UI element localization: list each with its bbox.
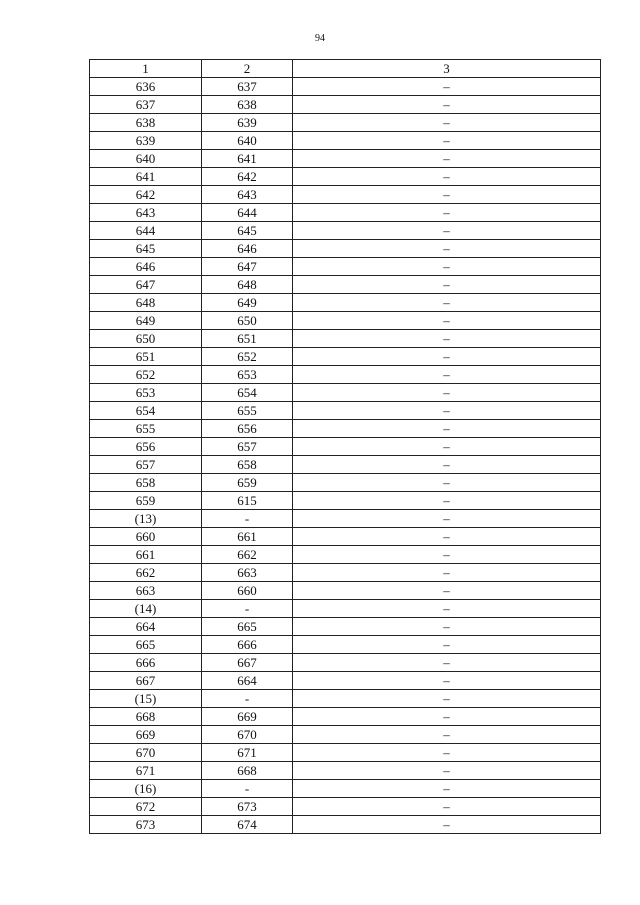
table-row — [90, 294, 601, 312]
table-row — [90, 186, 601, 204]
table-cell-col-3: – — [293, 150, 601, 168]
table-cell-col-3: – — [293, 780, 601, 798]
table-cell-col-2: 650 — [202, 312, 293, 330]
table-cell-col-1: 654 — [90, 402, 202, 420]
table-cell-col-1: 648 — [90, 294, 202, 312]
table-cell-col-1: 667 — [90, 672, 202, 690]
table-cell-col-3: – — [293, 402, 601, 420]
table-row — [90, 546, 601, 564]
table-cell-col-3: – — [293, 564, 601, 582]
table-row — [90, 276, 601, 294]
table-cell-col-3: – — [293, 276, 601, 294]
table-row — [90, 204, 601, 222]
table-row — [90, 672, 601, 690]
table-cell-col-3: – — [293, 312, 601, 330]
table-cell-col-2: 657 — [202, 438, 293, 456]
table-cell-col-3: – — [293, 816, 601, 834]
table-cell-col-1: 639 — [90, 132, 202, 150]
table-cell-col-3: – — [293, 348, 601, 366]
table-cell-col-3: – — [293, 672, 601, 690]
table-cell-col-2: - — [202, 510, 293, 528]
table-cell-col-1: 642 — [90, 186, 202, 204]
table-cell-col-3: – — [293, 618, 601, 636]
table-row — [90, 654, 601, 672]
table-cell-col-1: 650 — [90, 330, 202, 348]
table-row — [90, 330, 601, 348]
table-cell-col-3: – — [293, 168, 601, 186]
table-cell-col-2: 654 — [202, 384, 293, 402]
table-cell-col-3: – — [293, 420, 601, 438]
table-cell-col-1: (14) — [90, 600, 202, 618]
table-cell-col-2: 638 — [202, 96, 293, 114]
table-row — [90, 726, 601, 744]
table-cell-col-3: – — [293, 690, 601, 708]
table-cell-col-1: 669 — [90, 726, 202, 744]
table-cell-col-2: 637 — [202, 78, 293, 96]
table-cell-col-2: 642 — [202, 168, 293, 186]
data-table — [89, 59, 601, 834]
table-cell-col-3: – — [293, 726, 601, 744]
table-cell-col-2: 659 — [202, 474, 293, 492]
table-header-row — [90, 60, 601, 78]
table-row — [90, 420, 601, 438]
table-row — [90, 636, 601, 654]
table-cell-col-3: – — [293, 114, 601, 132]
table-cell-col-2: 668 — [202, 762, 293, 780]
table-cell-col-2: 644 — [202, 204, 293, 222]
table-cell-col-3: – — [293, 222, 601, 240]
table-cell-col-1: 670 — [90, 744, 202, 762]
table-row — [90, 798, 601, 816]
table-cell-col-1: 651 — [90, 348, 202, 366]
table-row — [90, 600, 601, 618]
table-cell-col-1: 640 — [90, 150, 202, 168]
table-cell-col-1: 660 — [90, 528, 202, 546]
table-cell-col-3: – — [293, 384, 601, 402]
table-row — [90, 312, 601, 330]
table-cell-col-2: 662 — [202, 546, 293, 564]
table-row — [90, 402, 601, 420]
table-cell-col-2: 674 — [202, 816, 293, 834]
table-cell-col-3: – — [293, 600, 601, 618]
table-cell-col-1: 636 — [90, 78, 202, 96]
table-cell-col-3: – — [293, 798, 601, 816]
table-row — [90, 690, 601, 708]
table-row — [90, 708, 601, 726]
table-row — [90, 384, 601, 402]
table-cell-col-2: 669 — [202, 708, 293, 726]
table-cell-col-1: 662 — [90, 564, 202, 582]
table-cell-col-1: 658 — [90, 474, 202, 492]
table-cell-col-3: – — [293, 582, 601, 600]
table-cell-col-2: 670 — [202, 726, 293, 744]
table-cell-col-2: 655 — [202, 402, 293, 420]
table-body — [90, 78, 601, 834]
table-cell-col-1: 641 — [90, 168, 202, 186]
table-cell-col-1: 644 — [90, 222, 202, 240]
table-cell-col-2: 666 — [202, 636, 293, 654]
table-cell-col-3: – — [293, 330, 601, 348]
table-row — [90, 168, 601, 186]
table-cell-col-2: 639 — [202, 114, 293, 132]
table-cell-col-2: 671 — [202, 744, 293, 762]
table-cell-col-1: (16) — [90, 780, 202, 798]
table-cell-col-2: 652 — [202, 348, 293, 366]
table-cell-col-3: – — [293, 546, 601, 564]
table-cell-col-3: – — [293, 744, 601, 762]
table-cell-col-3: – — [293, 510, 601, 528]
table-cell-col-3: – — [293, 708, 601, 726]
table-cell-col-3: – — [293, 294, 601, 312]
table-cell-col-2: 656 — [202, 420, 293, 438]
table-cell-col-2: 645 — [202, 222, 293, 240]
table-cell-col-1: 665 — [90, 636, 202, 654]
table-cell-col-1: (15) — [90, 690, 202, 708]
table-cell-col-3: – — [293, 654, 601, 672]
table-cell-col-2: 667 — [202, 654, 293, 672]
table-cell-col-2: 643 — [202, 186, 293, 204]
table-cell-col-1: 637 — [90, 96, 202, 114]
table-cell-col-3: – — [293, 456, 601, 474]
table-cell-col-1: (13) — [90, 510, 202, 528]
table-cell-col-1: 668 — [90, 708, 202, 726]
table-row — [90, 366, 601, 384]
table-cell-col-2: 665 — [202, 618, 293, 636]
table-cell-col-3: – — [293, 132, 601, 150]
table-cell-col-1: 657 — [90, 456, 202, 474]
table-cell-col-1: 655 — [90, 420, 202, 438]
table-row — [90, 114, 601, 132]
table-cell-col-3: – — [293, 96, 601, 114]
table-row — [90, 474, 601, 492]
table-cell-col-1: 666 — [90, 654, 202, 672]
table-row — [90, 150, 601, 168]
table-cell-col-1: 645 — [90, 240, 202, 258]
table-cell-col-2: 673 — [202, 798, 293, 816]
table-cell-col-1: 643 — [90, 204, 202, 222]
table-cell-col-3: – — [293, 204, 601, 222]
table-cell-col-2: 664 — [202, 672, 293, 690]
table-row — [90, 348, 601, 366]
table-row — [90, 762, 601, 780]
page-number: 94 — [315, 33, 325, 44]
table-row — [90, 510, 601, 528]
table-cell-col-2: 653 — [202, 366, 293, 384]
table-row — [90, 780, 601, 798]
table-cell-col-3: – — [293, 78, 601, 96]
table-row — [90, 456, 601, 474]
table-cell-col-3: – — [293, 186, 601, 204]
table-cell-col-1: 653 — [90, 384, 202, 402]
table-cell-col-3: – — [293, 528, 601, 546]
table-cell-col-1: 646 — [90, 258, 202, 276]
table-row — [90, 240, 601, 258]
table-row — [90, 816, 601, 834]
table-cell-col-2: 660 — [202, 582, 293, 600]
table-row — [90, 96, 601, 114]
table-cell-col-1: 664 — [90, 618, 202, 636]
table-cell-col-3: – — [293, 240, 601, 258]
table-row — [90, 222, 601, 240]
table-row — [90, 132, 601, 150]
table-cell-col-2: - — [202, 690, 293, 708]
table-cell-col-2: 648 — [202, 276, 293, 294]
table-cell-col-2: 646 — [202, 240, 293, 258]
table-cell-col-2: - — [202, 780, 293, 798]
table-cell-col-2: 658 — [202, 456, 293, 474]
table-row — [90, 492, 601, 510]
table-cell-col-1: 673 — [90, 816, 202, 834]
table-cell-col-2: - — [202, 600, 293, 618]
table-row — [90, 528, 601, 546]
table-row — [90, 582, 601, 600]
table-row — [90, 78, 601, 96]
table-row — [90, 438, 601, 456]
table-cell-col-3: – — [293, 762, 601, 780]
table-cell-col-2: 640 — [202, 132, 293, 150]
table-cell-col-1: 647 — [90, 276, 202, 294]
table-cell-col-1: 663 — [90, 582, 202, 600]
table-row — [90, 564, 601, 582]
table-cell-col-1: 652 — [90, 366, 202, 384]
table-cell-col-1: 659 — [90, 492, 202, 510]
column-header-2: 2 — [202, 60, 293, 78]
table-cell-col-3: – — [293, 636, 601, 654]
table-cell-col-3: – — [293, 492, 601, 510]
table-cell-col-2: 649 — [202, 294, 293, 312]
table-cell-col-2: 615 — [202, 492, 293, 510]
table-cell-col-1: 672 — [90, 798, 202, 816]
table-cell-col-1: 649 — [90, 312, 202, 330]
table-cell-col-2: 651 — [202, 330, 293, 348]
table-cell-col-1: 656 — [90, 438, 202, 456]
table-row — [90, 744, 601, 762]
table-cell-col-1: 638 — [90, 114, 202, 132]
table-cell-col-2: 661 — [202, 528, 293, 546]
table-cell-col-3: – — [293, 258, 601, 276]
table-cell-col-1: 671 — [90, 762, 202, 780]
column-header-3: 3 — [293, 60, 601, 78]
table-cell-col-2: 647 — [202, 258, 293, 276]
table-cell-col-3: – — [293, 438, 601, 456]
table-cell-col-1: 661 — [90, 546, 202, 564]
table-cell-col-2: 641 — [202, 150, 293, 168]
column-header-1: 1 — [90, 60, 202, 78]
table-cell-col-2: 663 — [202, 564, 293, 582]
table-row — [90, 618, 601, 636]
table-cell-col-3: – — [293, 366, 601, 384]
table-cell-col-3: – — [293, 474, 601, 492]
table-row — [90, 258, 601, 276]
